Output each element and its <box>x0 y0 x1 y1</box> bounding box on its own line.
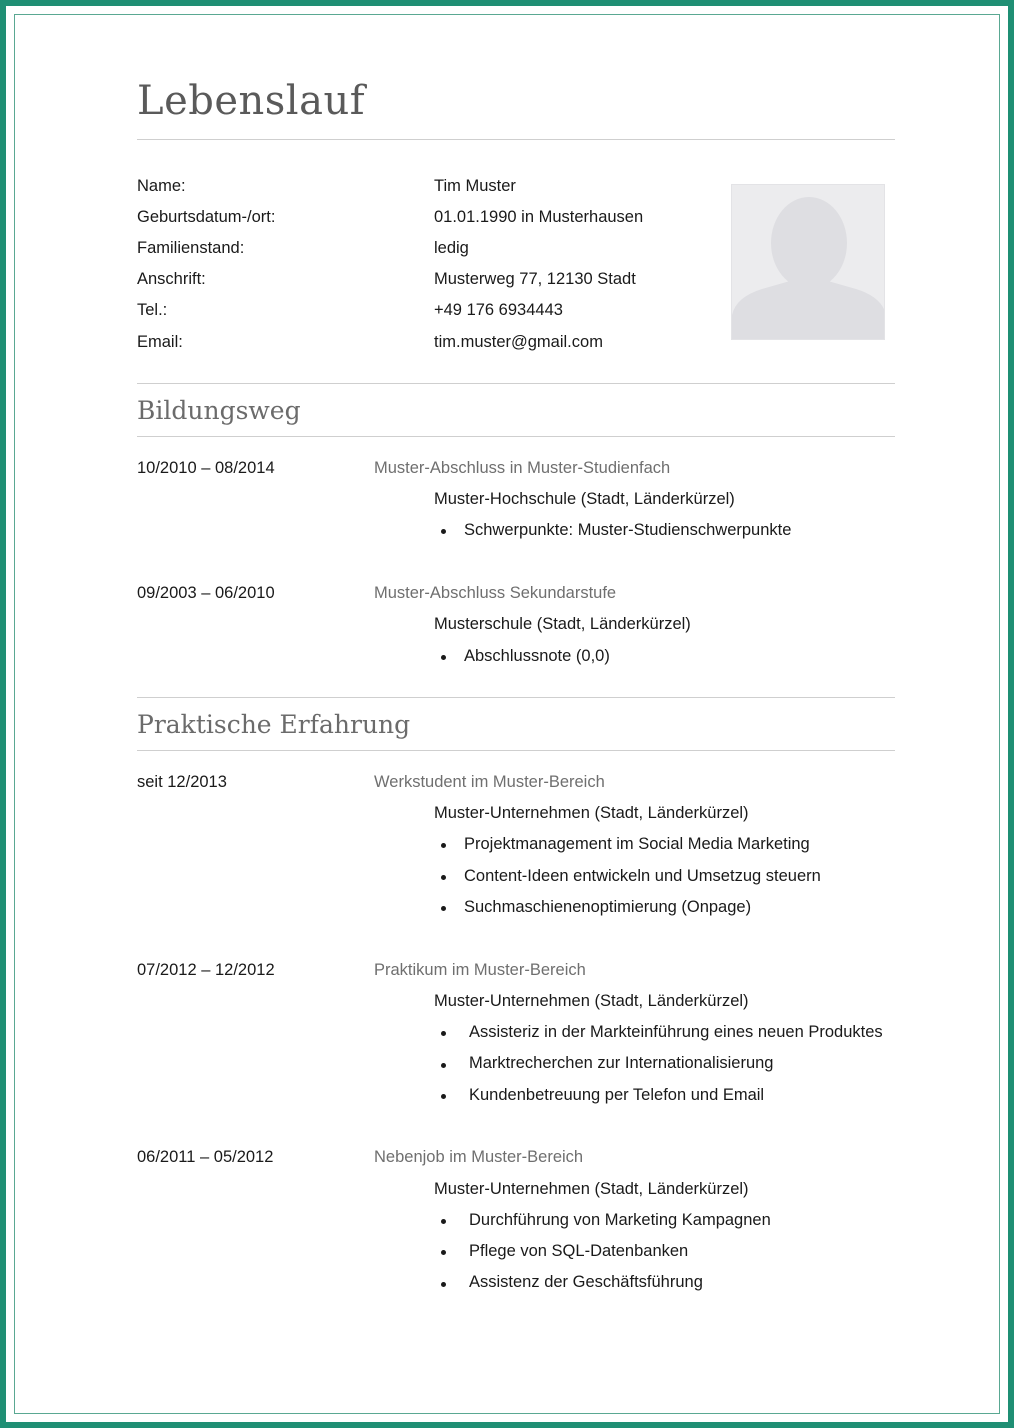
experience-bullet: Kundenbetreuung per Telefon und Email <box>469 1086 765 1104</box>
section-divider-top-experience <box>137 697 895 698</box>
education-degree: Muster-Abschluss in Muster-Studienfach <box>374 459 671 477</box>
section-heading-experience: Praktische Erfahrung <box>137 710 411 739</box>
title-divider <box>137 139 895 140</box>
bullet-dot <box>441 1031 446 1036</box>
experience-role: Werkstudent im Muster-Bereich <box>374 773 605 791</box>
experience-role: Nebenjob im Muster-Bereich <box>374 1148 584 1166</box>
education-degree: Muster-Abschluss Sekundarstufe <box>374 584 617 602</box>
document-title: Lebenslauf <box>137 78 366 124</box>
personal-label-birth: Geburtsdatum-/ort: <box>137 208 276 226</box>
personal-value-phone: +49 176 6934443 <box>434 301 563 319</box>
experience-period: seit 12/2013 <box>137 773 227 791</box>
personal-label-address: Anschrift: <box>137 270 206 288</box>
experience-company: Muster-Unternehmen (Stadt, Länderkürzel) <box>434 1180 749 1198</box>
education-period: 10/2010 – 08/2014 <box>137 459 275 477</box>
personal-value-address: Musterweg 77, 12130 Stadt <box>434 270 636 288</box>
bullet-dot <box>441 1094 446 1099</box>
section-divider-education <box>137 436 895 437</box>
experience-bullet: Pflege von SQL-Datenbanken <box>469 1242 689 1260</box>
bullet-dot <box>441 1282 446 1287</box>
personal-value-email: tim.muster@gmail.com <box>434 333 603 351</box>
bullet-dot <box>441 843 446 848</box>
bullet-dot <box>441 655 446 660</box>
experience-role: Praktikum im Muster-Bereich <box>374 961 586 979</box>
education-period: 09/2003 – 06/2010 <box>137 584 275 602</box>
personal-value-birth: 01.01.1990 in Musterhausen <box>434 208 644 226</box>
section-heading-education: Bildungsweg <box>137 396 301 425</box>
education-bullet: Schwerpunkte: Muster-Studienschwerpunkte <box>464 521 792 539</box>
education-institution: Muster-Hochschule (Stadt, Länderkürzel) <box>434 490 735 508</box>
experience-bullet: Assistenz der Geschäftsführung <box>469 1273 703 1291</box>
experience-period: 07/2012 – 12/2012 <box>137 961 275 979</box>
personal-value-name: Tim Muster <box>434 177 516 195</box>
bullet-dot <box>441 1219 446 1224</box>
bullet-dot <box>441 529 446 534</box>
experience-company: Muster-Unternehmen (Stadt, Länderkürzel) <box>434 804 749 822</box>
personal-value-status: ledig <box>434 239 469 257</box>
bullet-dot <box>441 1250 446 1255</box>
experience-bullet: Suchmaschienenoptimierung (Onpage) <box>464 898 752 916</box>
personal-label-email: Email: <box>137 333 183 351</box>
experience-period: 06/2011 – 05/2012 <box>137 1148 274 1166</box>
profile-photo <box>731 184 885 340</box>
experience-bullet: Durchführung von Marketing Kampagnen <box>469 1211 771 1229</box>
experience-bullet: Assisteriz in der Markteinführung eines neuen Produktes <box>469 1023 883 1041</box>
bullet-dot <box>441 1063 446 1068</box>
experience-bullet: Content-Ideen entwickeln und Umsetzug steuern <box>464 867 821 885</box>
education-institution: Musterschule (Stadt, Länderkürzel) <box>434 615 691 633</box>
section-divider-top-education <box>137 383 895 384</box>
bullet-dot <box>441 906 446 911</box>
bullet-dot <box>441 875 446 880</box>
experience-bullet: Marktrecherchen zur Internationalisierung <box>469 1054 774 1072</box>
experience-bullet: Projektmanagement im Social Media Marketing <box>464 835 810 853</box>
education-bullet: Abschlussnote (0,0) <box>464 647 610 665</box>
person-silhouette-icon <box>732 185 885 340</box>
personal-label-status: Familienstand: <box>137 239 245 257</box>
personal-label-name: Name: <box>137 177 186 195</box>
experience-company: Muster-Unternehmen (Stadt, Länderkürzel) <box>434 992 749 1010</box>
section-divider-experience <box>137 750 895 751</box>
personal-label-phone: Tel.: <box>137 301 168 319</box>
